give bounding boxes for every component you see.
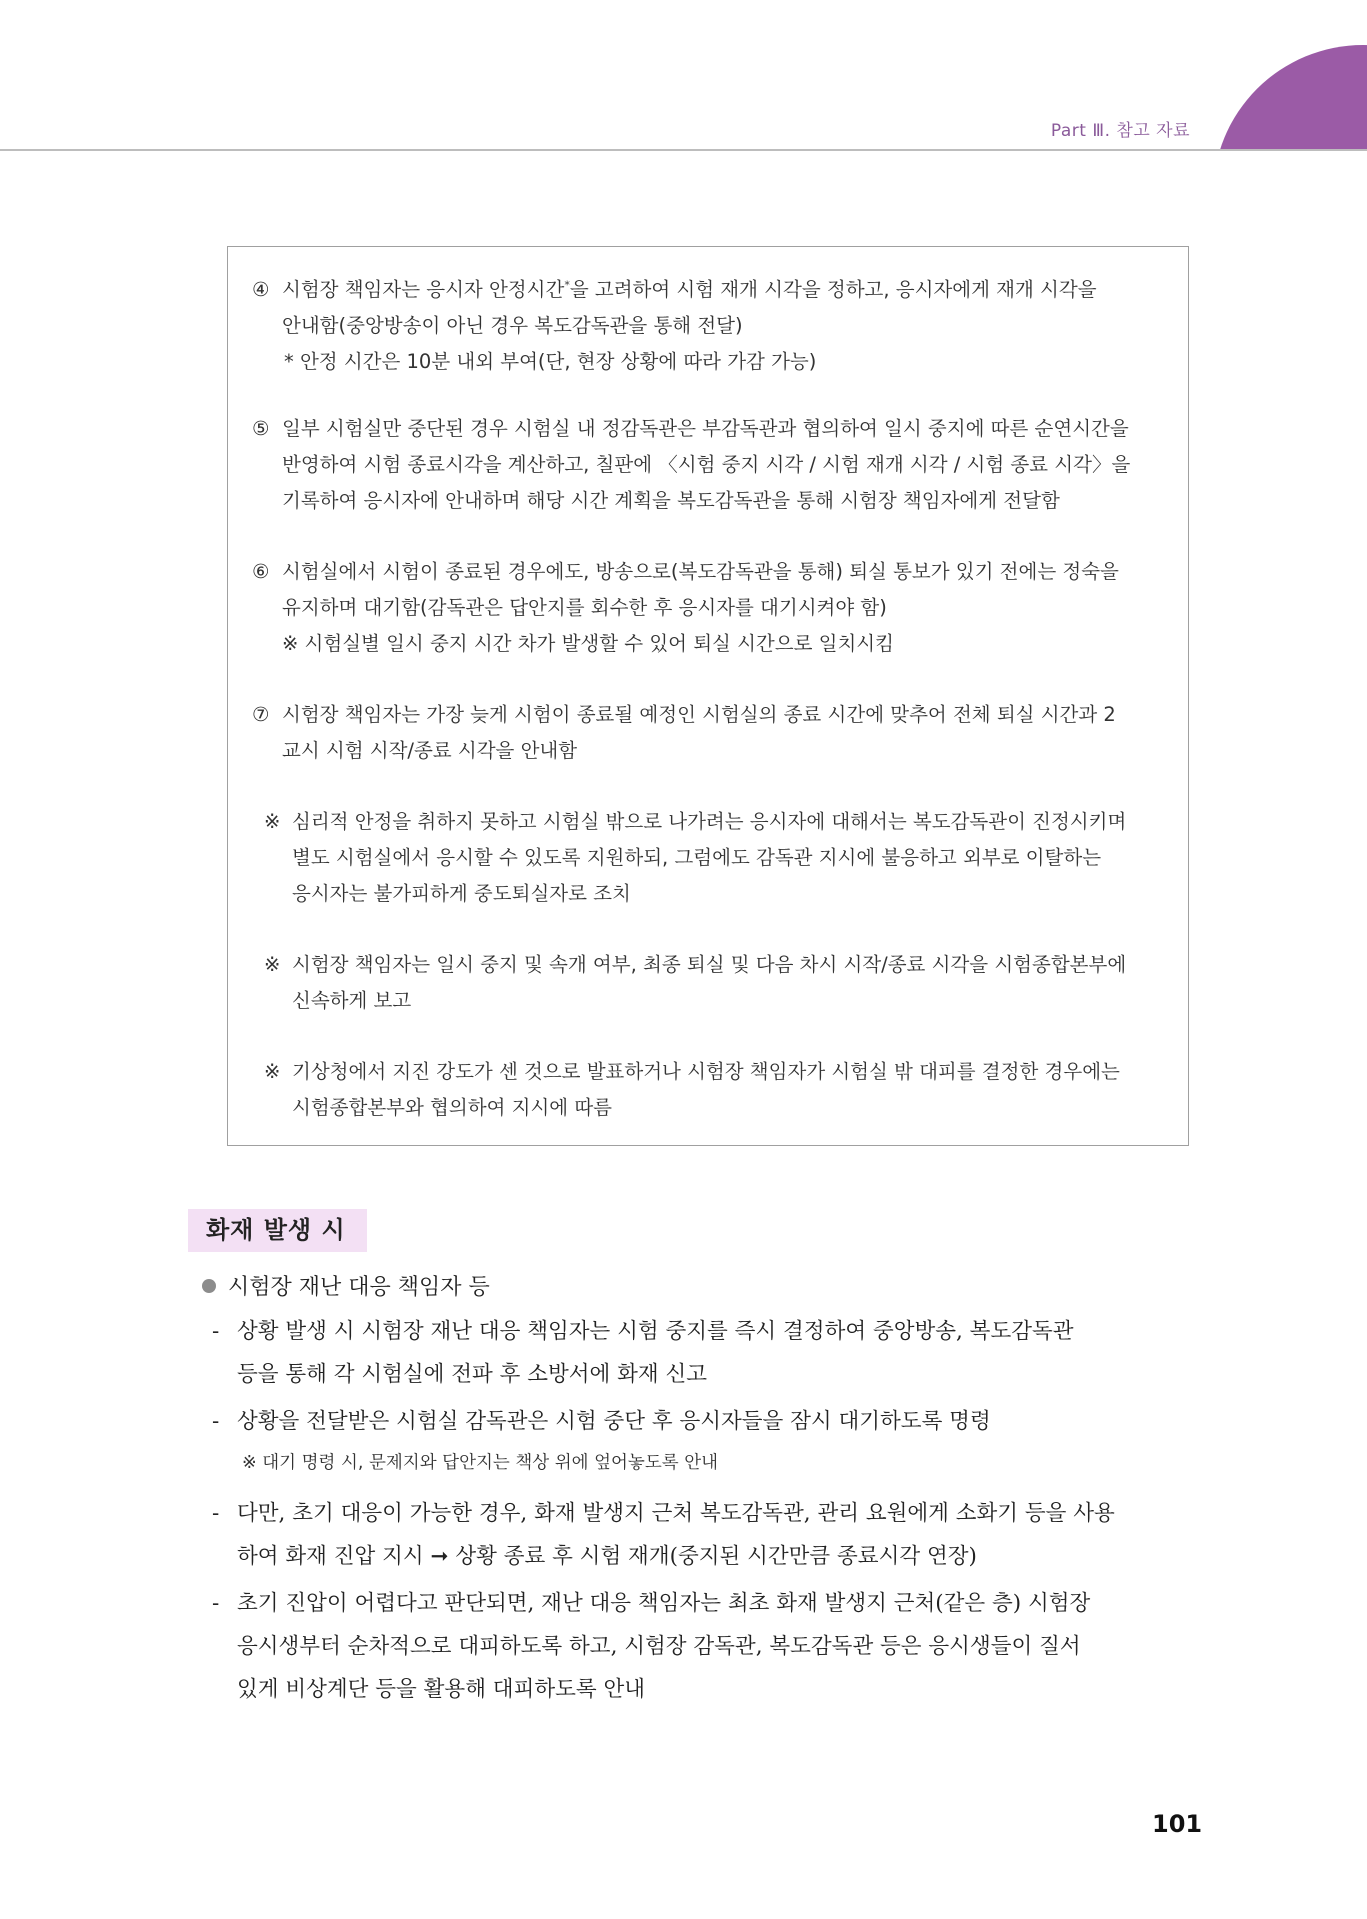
reference-note bbox=[264, 804, 1166, 912]
section-label: Part Ⅲ. 참고 자료 bbox=[1050, 121, 1190, 141]
reference-mark: ※ bbox=[264, 953, 281, 976]
sub-note: ※ 대기 명령 시, 문제지와 답안지는 책상 위에 엎어놓도록 안내 bbox=[242, 1453, 719, 1473]
reference-mark: ※ bbox=[264, 810, 281, 833]
dash-text: 다만, 초기 대응이 가능한 경우, 화재 발생지 근처 복도감독관, 관리 요원에게 소화기 등을 사용 bbox=[237, 1501, 1115, 1526]
dash-text: 상황 발생 시 시험장 재난 대응 책임자는 시험 중지를 즉시 결정하여 중앙방송, 복도감독관 bbox=[237, 1319, 1074, 1344]
item-number: ④ bbox=[252, 277, 270, 301]
item-number: ⑤ bbox=[252, 417, 270, 440]
item-text: 시험장 책임자는 가장 늦게 시험이 종료될 예정인 시험실의 종료 시간에 맞추어 전체 퇴실 시간과 2 bbox=[282, 703, 1116, 726]
dash-text: 있게 비상계단 등을 활용해 대피하도록 안내 bbox=[237, 1677, 646, 1702]
list-item-6 bbox=[252, 554, 1166, 662]
reference-text: 심리적 안정을 취하지 못하고 시험실 밖으로 나가려는 응시자에 대해서는 복도감독관이 진정시키며 bbox=[292, 810, 1127, 833]
dash-item bbox=[212, 1582, 1189, 1711]
dash-text: 하여 화재 진압 지시 ➞ 상황 종료 후 시험 재개(중지된 시간만큼 종료시각 연장) bbox=[237, 1544, 977, 1569]
note-box bbox=[227, 246, 1189, 1146]
item-text: 일부 시험실만 중단된 경우 시험실 내 정감독관은 부감독관과 협의하여 일시 중지에 따른 순연시간을 bbox=[282, 417, 1129, 440]
footnote-marker: * bbox=[564, 278, 570, 291]
reference-mark: ※ bbox=[264, 1060, 281, 1083]
item-number: ⑦ bbox=[252, 703, 270, 726]
item-text: 반영하여 시험 종료시각을 계산하고, 칠판에 〈시험 중지 시각 / 시험 재개 시각 / 시험 종료 시각〉을 bbox=[282, 453, 1131, 476]
item-text: 시험장 책임자는 응시자 안정시간 bbox=[282, 277, 565, 301]
item-text: 기록하여 응시자에 안내하며 해당 시간 계획을 복도감독관을 통해 시험장 책임자에게 전달함 bbox=[282, 489, 1060, 512]
dash-item bbox=[212, 1310, 1189, 1396]
reference-note bbox=[264, 1054, 1166, 1126]
dash-text: 응시생부터 순차적으로 대피하도록 하고, 시험장 감독관, 복도감독관 등은 응시생들이 질서 bbox=[237, 1634, 1081, 1659]
reference-note bbox=[264, 947, 1166, 1019]
header-tab-mask bbox=[1200, 151, 1367, 371]
dash-text: 상황을 전달받은 시험실 감독관은 시험 중단 후 응시자들을 잠시 대기하도록 명령 bbox=[237, 1409, 991, 1434]
reference-text: 시험장 책임자는 일시 중지 및 속개 여부, 최종 퇴실 및 다음 차시 시작/종료 시각을 시험종합본부에 bbox=[292, 953, 1127, 976]
item-footnote: * 안정 시간은 10분 내외 부여(단, 현장 상황에 따라 가감 가능) bbox=[284, 349, 817, 373]
list-item-7 bbox=[252, 697, 1166, 769]
dash-text: 등을 통해 각 시험실에 전파 후 소방서에 화재 신고 bbox=[237, 1362, 708, 1387]
bullet-dot-icon bbox=[202, 1279, 216, 1293]
list-item-4 bbox=[252, 267, 1166, 380]
dash-mark: - bbox=[212, 1319, 220, 1344]
item-text: 교시 시험 시작/종료 시각을 안내함 bbox=[282, 739, 578, 762]
section-heading: 화재 발생 시 bbox=[188, 1209, 367, 1252]
reference-text: 기상청에서 지진 강도가 센 것으로 발표하거나 시험장 책임자가 시험실 밖 대피를 결정한 경우에는 bbox=[292, 1060, 1120, 1083]
bullet-text: 시험장 재난 대응 책임자 등 bbox=[228, 1275, 490, 1300]
reference-text: 시험종합본부와 협의하여 지시에 따름 bbox=[292, 1096, 612, 1119]
dash-mark: - bbox=[212, 1591, 220, 1616]
reference-text: 신속하게 보고 bbox=[292, 989, 412, 1012]
item-text: 을 고려하여 시험 재개 시각을 정하고, 응시자에게 재개 시각을 bbox=[569, 277, 1097, 301]
page-number: 101 bbox=[1152, 1810, 1203, 1838]
reference-text: 별도 시험실에서 응시할 수 있도록 지원하되, 그럼에도 감독관 지시에 불응하고 외부로 이탈하는 bbox=[292, 846, 1102, 869]
dash-mark: - bbox=[212, 1409, 220, 1434]
dash-item bbox=[212, 1492, 1189, 1578]
item-number: ⑥ bbox=[252, 560, 270, 583]
item-note: ※ 시험실별 일시 중지 시간 차가 발생할 수 있어 퇴실 시간으로 일치시킴 bbox=[282, 632, 894, 655]
list-item-5 bbox=[252, 411, 1166, 519]
reference-text: 응시자는 불가피하게 중도퇴실자로 조치 bbox=[292, 882, 631, 905]
bullet-item bbox=[202, 1270, 490, 1306]
dash-text: 초기 진압이 어렵다고 판단되면, 재난 대응 책임자는 최초 화재 발생지 근처(같은 층) 시험장 bbox=[237, 1591, 1091, 1616]
header-rule bbox=[0, 149, 1367, 151]
item-text: 시험실에서 시험이 종료된 경우에도, 방송으로(복도감독관을 통해) 퇴실 통보가 있기 전에는 정숙을 bbox=[282, 560, 1119, 583]
item-text: 유지하며 대기함(감독관은 답안지를 회수한 후 응시자를 대기시켜야 함) bbox=[282, 596, 887, 619]
item-text: 안내함(중앙방송이 아닌 경우 복도감독관을 통해 전달) bbox=[282, 313, 743, 337]
dash-mark: - bbox=[212, 1501, 220, 1526]
dash-item bbox=[212, 1400, 1189, 1443]
